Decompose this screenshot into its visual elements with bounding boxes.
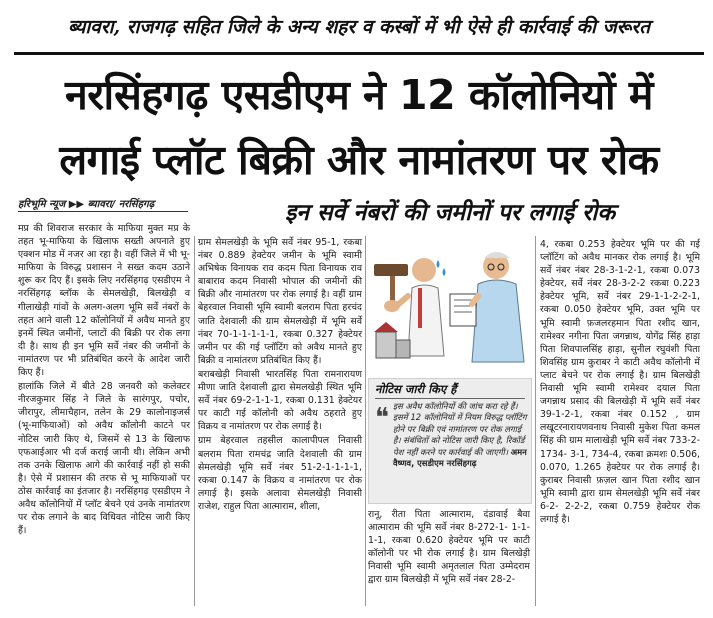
- top-rule: [14, 52, 704, 55]
- gavel-handle: [390, 276, 395, 302]
- paragraph: रानू, रीता पिता आत्माराम, दंडावाई बैवा आत्माराम की भूमि सर्वे नंबर 8-272-1- 1-1-1-1, रकबा 0.620 हेक्टेयर भूमि पर काटी कॉलोनी पर भी रोक लगाई है। ग्राम बिलखेड़ी निवासी भूमि स्वामी अमृतलाल पिता उम्मेदराम द्वारा ग्राम बिलखेड़ी में भूमि सर्वे नंबर 28-2-: [368, 509, 530, 586]
- quote-icon: ❝: [375, 403, 389, 433]
- column-divider: [365, 236, 366, 606]
- notice-text: इस अवैध कॉलोनियों की जांच करा रहे हैं। इसमें 12 कॉलोनियों में नियम विरुद्ध प्लॉटिंग होने पर बिक्री एवं नामांतरण पर रोक लगाई है। संबंधितों को नोटिस जारी किए है, रिकॉर्ड पेश नहीं करने पर कार्रवाई की जाएगी।: [393, 401, 527, 457]
- headline-line-1: नरसिंहगढ़ एसडीएम ने 12 कॉलोनियों में: [65, 71, 653, 119]
- article-column-3: [368, 508, 530, 588]
- kicker-headline: ब्यावरा, राजगढ़ सहित जिले के अन्य शहर व कस्बों में भी ऐसे ही कार्रवाई की जरूरत: [67, 16, 651, 38]
- article-column-2: [198, 236, 362, 514]
- paragraph: मप्र की शिवराज सरकार के माफिया मुक्त मप्र के तहत भू-माफिया के खिलाफ सख्ती अपनाते हुए एक्शन मोड में नजर आ रहा है। वहीं जिले में भी भू-माफिया के विरुद्ध प्रशासन ने सख्त कदम उठाने शुरू कर दिए हैं। इसके लिए नरसिंहगढ़ एसडीएम ने नरसिंहगढ़ ब्लॉक के सेमलखेड़ी, बिलखेड़ी व गीलाखेड़ी गांवों के अलग-अलग भूमि सर्वे नंबरों के तहत आने वाली 12 कॉलोनियों में अवैध मानते हुए इनमें स्थित जमीनों, प्लाटों की बिक्री पर रोक लगा दी है। साथ ही इन भूमि सर्वे नंबर की जमीनों के नामांतरण पर भी प्रतिबंधित करने के आदेश जारी किए हैं।: [18, 223, 190, 379]
- byline-rule: [18, 211, 188, 212]
- paragraph: हालांकि जिले में बीते 28 जनवरी को कलेक्टर नीरजकुमार सिंह ने जिले के सारंगपुर, पचोर, जीरापुर, लीमाचैहान, तलेन के 29 कालोनाइजर्स (भू-माफियाओं) को अवैध कॉलोनी काटने पर नोटिस जारी किए थे, जिसमें से 13 के खिलाफ एफआईआर भी दर्ज कराई जानी थी। लेकिन अभी तक उनके खिलाफ आगे की कार्रवाई नहीं हो सकी है। ऐसे में प्रशासन की तरफ से भू माफियाओं पर ठोस कार्रवाई का इंतजार है। नरसिंहगढ़ एसडीएम ने अवैध कॉलोनियों में प्लॉट बेचने एवं उनके नामांतरण पर रोक लगाने के बाद विधिवत नोटिस जारी किए हैं।: [18, 381, 190, 537]
- paragraph: 4, रकबा 0.253 हेक्टेयर भूमि पर की गई प्लॉटिंग को अवैध मानकर रोक लगाई है। भूमि सर्वे नंबर नंबर 28-3-1-2-1, रकबा 0.073 हेक्टेयर, सर्वे नंबर 28-3-2-2 रकबा 0.223 हेक्टेयर भूमि, सर्वे नंबर 29-1-1-2-2-1, रकबा 0.050 हेक्टेयर भूमि, उक्त भूमि पर भूमि स्वामी फ़जलरहमान पिता रशीद खान, रामेश्वर नगीना पिता जगन्नाथ, योगेंद्र सिंह हाड़ा पिता शिवपालसिंह हाड़ा, सुनील रघुवंशी पिता शिवसिंह ग्राम कुराबर ने काटी अवैध कॉलोनी में प्लाट बेचने पर रोक लगाई है। ग्राम बिलखेड़ी निवासी भूमि स्वामी रामेश्वर दयाल पिता जगन्नाथ प्रसाद की बिलखेड़ी में भूमि सर्वे नंबर 39-1-2-1, रकबा नंबर 0.152 , ग्राम लखूटरनारायणवनाथ निवासी मुकेश पिता कमल सिंह की ग्राम मालाखेड़ी भूमि सर्वे नंबर 733-2-1734- 3-1, 734-4, रकबा क्रमशः 0.506, 0.070, 1.265 हेक्टेयर पर रोक लगाई है। कुराबर निवासी फ़ज़ल खान पिता रशीद खान भूमि स्वामी द्वारा ग्राम सेमलखेड़ी भूमि सर्वे नंबर 6-2- 2-2-2, रकबा 0.759 हेक्टेयर रोक लगाई है।: [540, 239, 700, 525]
- notice-title: नोटिस जारी किए हैं: [375, 382, 457, 396]
- cartoon-illustration: [368, 236, 536, 376]
- notice-body: [393, 401, 529, 469]
- notice-rule: [375, 398, 525, 399]
- article-column-4: [540, 238, 700, 527]
- column-divider: [535, 236, 536, 606]
- notice-box: [368, 378, 532, 504]
- headline-line-2: लगाई प्लॉट बिक्री और नामांतरण पर रोक: [59, 136, 659, 184]
- subheadline: इन सर्वे नंबरों की जमीनों पर लगाई रोक: [284, 199, 616, 226]
- notice-signature: अमन वैष्णव, एसडीएम नरसिंहगढ़: [393, 446, 527, 469]
- column-divider: [194, 236, 195, 606]
- article-column-1: [18, 222, 190, 538]
- paragraph: ग्राम सेमलखेड़ी के भूमि सर्वे नंबर 95-1, रकबा नंबर 0.889 हेक्टेयर जमीन के भूमि स्वामी अभिषेक विनायक राव कदम पिता विनायक राव बाबाराव कदम निवासी भोपाल की जमीनों की बिक्री और नामांतरण पर रोक लगाई है। वहीं ग्राम बेहरवाल निवासी भूमि स्वामी बलराम पिता हरचंद जाति देशवाली की ग्राम सेमलखेड़ी में भूमि सर्वे नंबर 70-1-1-1-1-1, रकबा 0.327 हेक्टेयर जमीन पर की गई प्लॉटिंग को अवैध मानते हुए बिक्री व नामांतरण प्रतिबंधित किए हैं।: [198, 237, 362, 366]
- paragraph: बराबखेड़ी निवासी भारतसिंह पिता रामनारायण मीणा जाति देशवाली द्वारा सेमलखेड़ी स्थित भूमि सर्वे नंबर 69-2-1-1-1, रकबा 0.131 हेक्टेयर पर काटी गई कॉलोनी को अवैध ठहराते हुए विक्रय व नामांतरण पर रोक लगाई है।: [198, 368, 362, 433]
- byline: हरिभूमि न्यूज ▶▶ ब्यावरा/ नरसिंहगढ़: [18, 199, 155, 210]
- gavel-head: [374, 264, 408, 276]
- paragraph: ग्राम बेहरवाल तहसील कालापीपल निवासी बलराम पिता रामचंद्र जाति देशवाली की ग्राम सेमलखेड़ी भूमि सर्वे नंबर 51-2-1-1-1-1, रकबा 0.147 के विक्रय व नामांतरण पर रोक लगाई है। इसके अलावा सेमलखेड़ी निवासी राजेश, राहुल पिता आत्माराम, शीला,: [198, 435, 362, 512]
